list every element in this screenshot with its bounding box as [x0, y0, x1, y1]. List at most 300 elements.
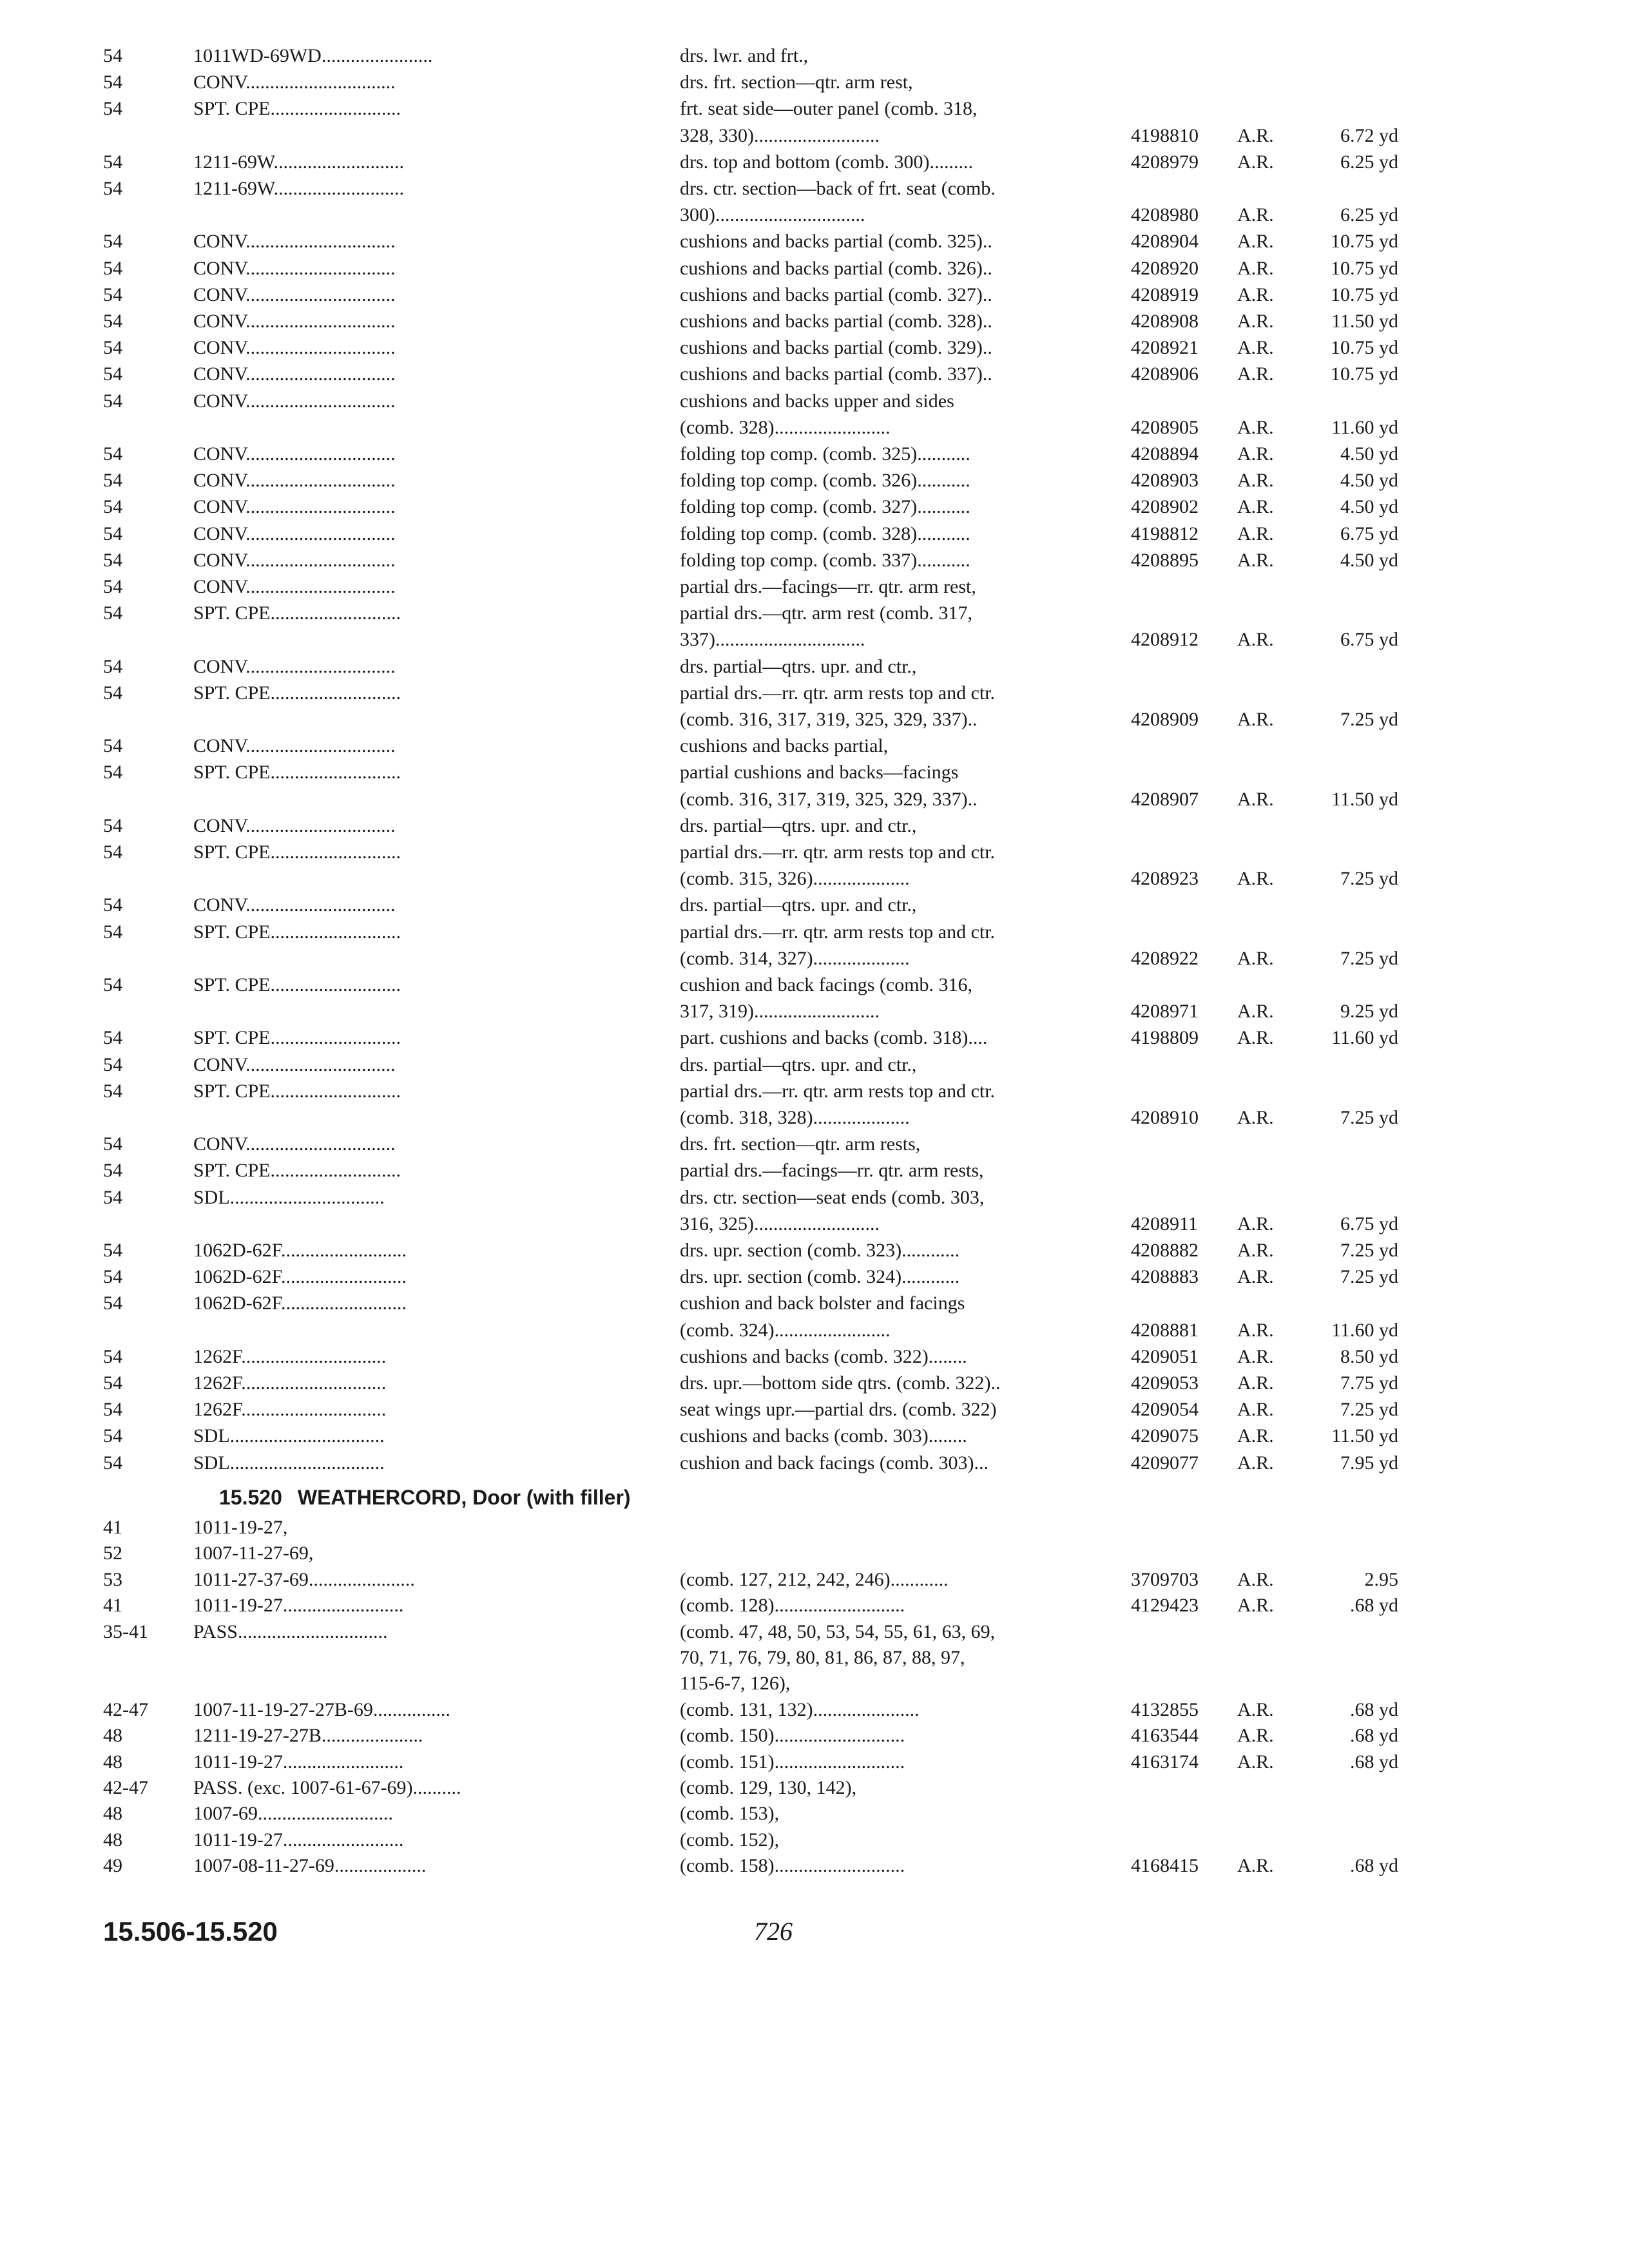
table-row — [0, 1540, 1629, 1567]
part-number-cell: 4209054 — [1131, 1399, 1199, 1421]
unit-cell: 11.60 yd — [1331, 416, 1398, 438]
table-row — [0, 812, 1629, 840]
body-model-cell: 1262F.............................. — [193, 1399, 387, 1421]
description-cell: (comb. 315, 326).................... — [680, 868, 910, 890]
body-model-cell: 1011-27-37-69...................... — [193, 1568, 415, 1590]
table-row — [0, 414, 1629, 441]
table-row — [0, 1852, 1629, 1879]
quantity-cell: A.R. — [1237, 1725, 1274, 1747]
body-model-cell: SPT. CPE........................... — [193, 841, 401, 863]
body-model-cell: PASS. (exc. 1007-61-67-69).......... — [193, 1777, 461, 1798]
section-number: 15.520 — [219, 1486, 282, 1509]
description-cell: (comb. 316, 317, 319, 325, 329, 337).. — [680, 709, 978, 730]
year-cell: 54 — [103, 311, 122, 332]
body-model-cell: CONV............................... — [193, 470, 396, 492]
table-row — [0, 1211, 1629, 1238]
year-cell: 52 — [103, 1542, 122, 1564]
table-row — [0, 334, 1629, 361]
body-model-cell: CONV............................... — [193, 390, 396, 412]
description-cell: (comb. 158)........................... — [680, 1855, 905, 1877]
description-cell: (comb. 314, 327).................... — [680, 947, 910, 969]
year-cell: 54 — [103, 1293, 122, 1314]
quantity-cell: A.R. — [1237, 284, 1274, 305]
description-cell: 300)............................... — [680, 204, 865, 226]
description-cell: drs. partial—qtrs. upr. and ctr., — [680, 814, 917, 836]
table-row — [0, 69, 1629, 96]
table-row — [0, 1264, 1629, 1291]
body-model-cell: 1211-69W........................... — [193, 151, 404, 173]
table-row — [0, 1566, 1629, 1593]
table-row — [0, 175, 1629, 202]
description-cell: drs. partial—qtrs. upr. and ctr., — [680, 894, 917, 916]
table-row — [0, 945, 1629, 972]
body-model-cell: CONV............................... — [193, 549, 396, 571]
unit-cell: 4.50 yd — [1340, 549, 1398, 571]
description-cell: drs. frt. section—qtr. arm rests, — [680, 1133, 921, 1155]
description-cell: partial cushions and backs—facings — [680, 762, 959, 783]
unit-cell: 6.25 yd — [1340, 151, 1398, 173]
description-cell: cushions and backs (comb. 322)........ — [680, 1345, 967, 1367]
description-cell: cushions and backs partial (comb. 329).. — [680, 337, 992, 359]
description-cell: (comb. 131, 132)...................... — [680, 1698, 920, 1720]
part-number-cell: 4132855 — [1131, 1698, 1199, 1720]
table-row — [0, 521, 1629, 548]
quantity-cell: A.R. — [1237, 1698, 1274, 1720]
year-cell: 54 — [103, 470, 122, 492]
year-cell: 53 — [103, 1568, 122, 1590]
description-cell: partial drs.—rr. qtr. arm rests top and ctr. — [680, 841, 996, 863]
unit-cell: 4.50 yd — [1340, 443, 1398, 465]
year-cell: 54 — [103, 921, 122, 943]
body-model-cell: SPT. CPE........................... — [193, 98, 401, 120]
table-row — [0, 1423, 1629, 1450]
body-model-cell: CONV............................... — [193, 311, 396, 332]
year-cell: 54 — [103, 1133, 122, 1155]
year-cell: 54 — [103, 443, 122, 465]
quantity-cell: A.R. — [1237, 124, 1274, 146]
part-number-cell: 4198812 — [1131, 523, 1199, 544]
part-number-cell: 4208971 — [1131, 1001, 1199, 1023]
body-model-cell: 1007-08-11-27-69................... — [193, 1855, 427, 1877]
body-model-cell: SPT. CPE........................... — [193, 921, 401, 943]
table-row — [0, 547, 1629, 574]
body-model-cell: SPT. CPE........................... — [193, 762, 401, 783]
year-cell: 54 — [103, 1240, 122, 1261]
body-model-cell: 1211-19-27-27B..................... — [193, 1725, 423, 1747]
unit-cell: 7.25 yd — [1340, 1107, 1398, 1128]
page-section-range: 15.506-15.520 — [103, 1916, 278, 1946]
description-cell: folding top comp. (comb. 328)........... — [680, 523, 970, 544]
unit-cell: 8.50 yd — [1340, 1345, 1398, 1367]
year-cell: 54 — [103, 894, 122, 916]
quantity-cell: A.R. — [1237, 1595, 1274, 1617]
description-cell: drs. partial—qtrs. upr. and ctr., — [680, 1053, 917, 1075]
unit-cell: 9.25 yd — [1340, 1001, 1398, 1023]
table-row — [0, 1157, 1629, 1184]
year-cell: 54 — [103, 496, 122, 518]
description-cell: (comb. 47, 48, 50, 53, 54, 55, 61, 63, 69, — [680, 1620, 996, 1642]
year-cell: 54 — [103, 814, 122, 836]
quantity-cell: A.R. — [1237, 337, 1274, 359]
quantity-cell: A.R. — [1237, 1452, 1274, 1474]
part-number-cell: 4198810 — [1131, 124, 1199, 146]
part-number-cell: 4208908 — [1131, 311, 1199, 332]
year-cell: 54 — [103, 1080, 122, 1102]
quantity-cell: A.R. — [1237, 204, 1274, 226]
unit-cell: 7.25 yd — [1340, 1399, 1398, 1421]
unit-cell: 4.50 yd — [1340, 496, 1398, 518]
part-number-cell: 4208907 — [1131, 788, 1199, 810]
part-number-cell: 4208906 — [1131, 363, 1199, 385]
description-cell: partial drs.—rr. qtr. arm rests top and ctr. — [680, 682, 996, 704]
body-model-cell: CONV............................... — [193, 231, 396, 253]
year-cell: 54 — [103, 841, 122, 863]
year-cell: 54 — [103, 337, 122, 359]
quantity-cell: A.R. — [1237, 1213, 1274, 1235]
year-cell: 49 — [103, 1855, 122, 1877]
year-cell: 54 — [103, 151, 122, 173]
table-row — [0, 1800, 1629, 1827]
table-row — [0, 1670, 1629, 1697]
quantity-cell: A.R. — [1237, 1266, 1274, 1288]
part-number-cell: 4168415 — [1131, 1855, 1199, 1877]
unit-cell: 6.75 yd — [1340, 629, 1398, 651]
body-model-cell: SDL................................ — [193, 1186, 385, 1208]
part-number-cell: 4208905 — [1131, 416, 1199, 438]
year-cell: 54 — [103, 1399, 122, 1421]
quantity-cell: A.R. — [1237, 1319, 1274, 1341]
body-model-cell: 1011-19-27......................... — [193, 1829, 404, 1850]
table-row — [0, 1184, 1629, 1211]
year-cell: 48 — [103, 1803, 122, 1825]
description-cell: cushions and backs partial (comb. 326).. — [680, 257, 992, 279]
body-model-cell: CONV............................... — [193, 814, 396, 836]
description-cell: drs. ctr. section—seat ends (comb. 303, — [680, 1186, 985, 1208]
body-model-cell: SPT. CPE........................... — [193, 1160, 401, 1182]
table-row — [0, 255, 1629, 282]
part-number-cell: 4208980 — [1131, 204, 1199, 226]
table-row — [0, 759, 1629, 786]
table-row — [0, 1396, 1629, 1423]
unit-cell: 6.72 yd — [1340, 124, 1398, 146]
unit-cell: 10.75 yd — [1331, 363, 1398, 385]
table-row — [0, 1619, 1629, 1646]
description-cell: drs. upr. section (comb. 323)............ — [680, 1240, 960, 1261]
body-model-cell: SPT. CPE........................... — [193, 602, 401, 624]
unit-cell: 6.75 yd — [1340, 523, 1398, 544]
body-model-cell: CONV............................... — [193, 363, 396, 385]
table-row — [0, 1827, 1629, 1854]
description-cell: partial drs.—rr. qtr. arm rests top and ctr. — [680, 921, 996, 943]
table-row — [0, 573, 1629, 601]
body-model-cell: 1262F.............................. — [193, 1345, 387, 1367]
quantity-cell: A.R. — [1237, 709, 1274, 730]
table-row — [0, 865, 1629, 892]
part-number-cell: 4163174 — [1131, 1751, 1199, 1773]
body-model-cell: CONV............................... — [193, 443, 396, 465]
table-row — [0, 680, 1629, 707]
year-cell: 54 — [103, 1266, 122, 1288]
part-number-cell: 4208909 — [1131, 709, 1199, 730]
table-row — [0, 786, 1629, 813]
part-number-cell: 4208904 — [1131, 231, 1199, 253]
year-cell: 54 — [103, 1053, 122, 1075]
table-row — [0, 600, 1629, 627]
part-number-cell: 4208912 — [1131, 629, 1199, 651]
table-row — [0, 1078, 1629, 1105]
year-cell: 54 — [103, 682, 122, 704]
table-row — [0, 1370, 1629, 1397]
description-cell: partial drs.—qtr. arm rest (comb. 317, — [680, 602, 973, 624]
body-model-cell: 1062D-62F.......................... — [193, 1293, 407, 1314]
description-cell: (comb. 150)........................... — [680, 1725, 905, 1747]
year-cell: 54 — [103, 549, 122, 571]
part-number-cell: 4208895 — [1131, 549, 1199, 571]
description-cell: (comb. 151)........................... — [680, 1751, 905, 1773]
description-cell: cushions and backs upper and sides — [680, 390, 954, 412]
description-cell: drs. lwr. and frt., — [680, 45, 809, 66]
part-number-cell: 4209051 — [1131, 1345, 1199, 1367]
year-cell: 54 — [103, 390, 122, 412]
table-row — [0, 892, 1629, 919]
body-model-cell: 1011-19-27, — [193, 1517, 288, 1538]
part-number-cell: 4208882 — [1131, 1240, 1199, 1261]
quantity-cell: A.R. — [1237, 1425, 1274, 1447]
year-cell: 42-47 — [103, 1777, 148, 1798]
year-cell: 54 — [103, 655, 122, 677]
description-cell: partial drs.—rr. qtr. arm rests top and ctr. — [680, 1080, 996, 1102]
description-cell: (comb. 152), — [680, 1829, 780, 1850]
year-cell: 48 — [103, 1751, 122, 1773]
unit-cell: 10.75 yd — [1331, 337, 1398, 359]
table-row — [0, 998, 1629, 1025]
year-cell: 54 — [103, 974, 122, 995]
part-number-cell: 4209075 — [1131, 1425, 1199, 1447]
quantity-cell: A.R. — [1237, 1751, 1274, 1773]
description-cell: cushions and backs partial (comb. 325).. — [680, 231, 992, 253]
unit-cell: 7.25 yd — [1340, 868, 1398, 890]
table-row — [0, 95, 1629, 122]
description-cell: cushion and back facings (comb. 303)... — [680, 1452, 989, 1474]
table-row — [0, 467, 1629, 494]
description-cell: (comb. 328)........................ — [680, 416, 891, 438]
body-model-cell: CONV............................... — [193, 576, 396, 597]
description-cell: folding top comp. (comb. 326)........... — [680, 470, 970, 492]
table-row — [0, 1237, 1629, 1264]
description-cell: seat wings upr.—partial drs. (comb. 322) — [680, 1399, 997, 1421]
quantity-cell: A.R. — [1237, 363, 1274, 385]
unit-cell: 10.75 yd — [1331, 231, 1398, 253]
year-cell: 54 — [103, 762, 122, 783]
table-row — [0, 839, 1629, 866]
description-cell: 70, 71, 76, 79, 80, 81, 86, 87, 88, 97, — [680, 1647, 965, 1668]
quantity-cell: A.R. — [1237, 549, 1274, 571]
body-model-cell: CONV............................... — [193, 735, 396, 757]
table-row — [0, 1024, 1629, 1052]
body-model-cell: CONV............................... — [193, 1133, 396, 1155]
part-number-cell: 4209077 — [1131, 1452, 1199, 1474]
body-model-cell: CONV............................... — [193, 894, 396, 916]
unit-cell: .68 yd — [1350, 1595, 1398, 1617]
year-cell: 54 — [103, 735, 122, 757]
description-cell: cushions and backs partial, — [680, 735, 889, 757]
table-row — [0, 626, 1629, 653]
part-number-cell: 3709703 — [1131, 1568, 1199, 1590]
body-model-cell: CONV............................... — [193, 284, 396, 305]
year-cell: 54 — [103, 45, 122, 66]
description-cell: (comb. 324)........................ — [680, 1319, 891, 1341]
year-cell: 41 — [103, 1595, 122, 1617]
unit-cell: 11.50 yd — [1331, 1425, 1398, 1447]
body-model-cell: 1007-11-19-27-27B-69................ — [193, 1698, 450, 1720]
unit-cell: 11.60 yd — [1331, 1319, 1398, 1341]
description-cell: (comb. 318, 328).................... — [680, 1107, 910, 1128]
part-number-cell: 4208921 — [1131, 337, 1199, 359]
part-number-cell: 4208920 — [1131, 257, 1199, 279]
table-row — [0, 122, 1629, 149]
quantity-cell: A.R. — [1237, 523, 1274, 544]
quantity-cell: A.R. — [1237, 470, 1274, 492]
year-cell: 54 — [103, 1345, 122, 1367]
table-row — [0, 361, 1629, 388]
unit-cell: 6.25 yd — [1340, 204, 1398, 226]
body-model-cell: SDL................................ — [193, 1452, 385, 1474]
table-row — [0, 494, 1629, 521]
body-model-cell: CONV............................... — [193, 72, 396, 93]
body-model-cell: SPT. CPE........................... — [193, 1080, 401, 1102]
unit-cell: 2.95 — [1364, 1568, 1398, 1590]
table-row — [0, 441, 1629, 468]
part-number-cell: 4208922 — [1131, 947, 1199, 969]
body-model-cell: CONV............................... — [193, 523, 396, 544]
table-row — [0, 1749, 1629, 1776]
body-model-cell: SPT. CPE........................... — [193, 974, 401, 995]
unit-cell: .68 yd — [1350, 1698, 1398, 1720]
description-cell: frt. seat side—outer panel (comb. 318, — [680, 98, 978, 120]
body-model-cell: CONV............................... — [193, 496, 396, 518]
year-cell: 54 — [103, 1186, 122, 1208]
unit-cell: .68 yd — [1350, 1855, 1398, 1877]
table-row — [0, 1450, 1629, 1477]
unit-cell: 11.60 yd — [1331, 1027, 1398, 1049]
unit-cell: 7.75 yd — [1340, 1372, 1398, 1394]
description-cell: cushions and backs partial (comb. 327).. — [680, 284, 992, 305]
body-model-cell: CONV............................... — [193, 337, 396, 359]
part-number-cell: 4208911 — [1131, 1213, 1198, 1235]
description-cell: (comb. 153), — [680, 1803, 780, 1825]
quantity-cell: A.R. — [1237, 868, 1274, 890]
table-row — [0, 1131, 1629, 1158]
description-cell: cushions and backs partial (comb. 328).. — [680, 311, 992, 332]
description-cell: drs. upr. section (comb. 324)............ — [680, 1266, 960, 1288]
part-number-cell: 4198809 — [1131, 1027, 1199, 1049]
part-number-cell: 4208894 — [1131, 443, 1199, 465]
unit-cell: 10.75 yd — [1331, 257, 1398, 279]
description-cell: cushions and backs partial (comb. 337).. — [680, 363, 992, 385]
table-row — [0, 1592, 1629, 1619]
description-cell: folding top comp. (comb. 337)........... — [680, 549, 970, 571]
year-cell: 54 — [103, 1372, 122, 1394]
description-cell: drs. top and bottom (comb. 300)......... — [680, 151, 973, 173]
quantity-cell: A.R. — [1237, 1027, 1274, 1049]
description-cell: (comb. 127, 212, 242, 246)............ — [680, 1568, 949, 1590]
quantity-cell: A.R. — [1237, 231, 1274, 253]
body-model-cell: 1011-19-27......................... — [193, 1751, 404, 1773]
part-number-cell: 4208910 — [1131, 1107, 1199, 1128]
table-row — [0, 1696, 1629, 1724]
table-row — [0, 202, 1629, 229]
year-cell: 42-47 — [103, 1698, 148, 1720]
body-model-cell: CONV............................... — [193, 655, 396, 677]
year-cell: 54 — [103, 523, 122, 544]
unit-cell: 7.25 yd — [1340, 947, 1398, 969]
body-model-cell: 1007-69............................ — [193, 1803, 393, 1825]
table-row — [0, 706, 1629, 733]
description-cell: (comb. 129, 130, 142), — [680, 1777, 857, 1798]
quantity-cell: A.R. — [1237, 496, 1274, 518]
year-cell: 54 — [103, 178, 122, 199]
quantity-cell: A.R. — [1237, 1855, 1274, 1877]
table-row — [0, 1104, 1629, 1131]
unit-cell: .68 yd — [1350, 1751, 1398, 1773]
part-number-cell: 4208881 — [1131, 1319, 1199, 1341]
year-cell: 54 — [103, 1027, 122, 1049]
description-cell: folding top comp. (comb. 327)........... — [680, 496, 970, 518]
table-row — [0, 149, 1629, 176]
unit-cell: 11.50 yd — [1331, 788, 1398, 810]
body-model-cell: 1007-11-27-69, — [193, 1542, 314, 1564]
section-title: WEATHERCORD, Door (with filler) — [297, 1486, 631, 1509]
description-cell: part. cushions and backs (comb. 318).... — [680, 1027, 988, 1049]
table-row — [0, 388, 1629, 415]
quantity-cell: A.R. — [1237, 1399, 1274, 1421]
description-cell: cushions and backs (comb. 303)........ — [680, 1425, 967, 1447]
table-row — [0, 308, 1629, 335]
description-cell: partial drs.—facings—rr. qtr. arm rest, — [680, 576, 976, 597]
quantity-cell: A.R. — [1237, 443, 1274, 465]
quantity-cell: A.R. — [1237, 1568, 1274, 1590]
description-cell: (comb. 316, 317, 319, 325, 329, 337).. — [680, 788, 978, 810]
quantity-cell: A.R. — [1237, 1240, 1274, 1261]
year-cell: 54 — [103, 576, 122, 597]
body-model-cell: 1211-69W........................... — [193, 178, 404, 199]
year-cell: 54 — [103, 1160, 122, 1182]
quantity-cell: A.R. — [1237, 151, 1274, 173]
year-cell: 54 — [103, 257, 122, 279]
year-cell: 48 — [103, 1725, 122, 1747]
body-model-cell: 1011-19-27......................... — [193, 1595, 404, 1617]
table-row — [0, 1343, 1629, 1370]
quantity-cell: A.R. — [1237, 788, 1274, 810]
quantity-cell: A.R. — [1237, 1372, 1274, 1394]
quantity-cell: A.R. — [1237, 1001, 1274, 1023]
body-model-cell: CONV............................... — [193, 257, 396, 279]
page-number: 726 — [754, 1917, 793, 1946]
description-cell: folding top comp. (comb. 325)........... — [680, 443, 970, 465]
table-row — [0, 919, 1629, 946]
unit-cell: 6.75 yd — [1340, 1213, 1398, 1235]
part-number-cell: 4129423 — [1131, 1595, 1199, 1617]
description-cell: cushion and back bolster and facings — [680, 1293, 965, 1314]
body-model-cell: SDL................................ — [193, 1425, 385, 1447]
description-cell: 317, 319).......................... — [680, 1001, 880, 1023]
table-row — [0, 1644, 1629, 1671]
unit-cell: 7.25 yd — [1340, 709, 1398, 730]
table-row — [0, 1317, 1629, 1344]
year-cell: 54 — [103, 363, 122, 385]
description-cell: drs. ctr. section—back of frt. seat (comb. — [680, 178, 996, 199]
unit-cell: 7.25 yd — [1340, 1266, 1398, 1288]
